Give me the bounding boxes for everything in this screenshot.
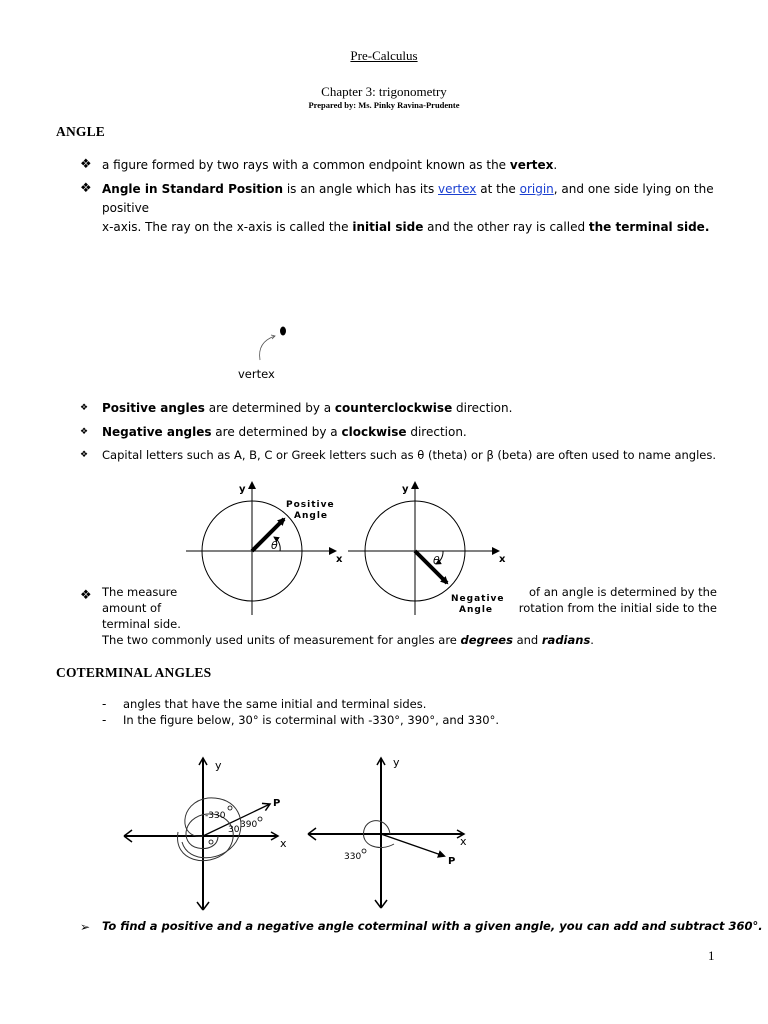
- measure-left-2: amount of: [102, 601, 162, 615]
- naming-angles-text: Capital letters such as A, B, C or Greek letters such as θ (theta) or β (beta) are often used to name angles.: [102, 448, 716, 462]
- angle-def-text: a figure formed by two rays with a common endpoint known as the: [102, 158, 510, 172]
- y-label: y: [239, 484, 246, 495]
- course-title: Pre-Calculus: [350, 48, 418, 63]
- counterclockwise-bold: counterclockwise: [334, 401, 453, 415]
- sp-text-2: at the: [476, 182, 520, 196]
- sp-line2-a: x-axis. The ray on the x-axis is called the: [102, 220, 353, 234]
- measure-right-2: rotation from the initial side to the: [518, 601, 717, 615]
- pa-text-2: direction.: [452, 401, 513, 415]
- na-text-2: direction.: [406, 425, 467, 439]
- units-text: The two commonly used units of measurement for angles are: [102, 633, 461, 647]
- diamond-bullet-icon: ❖: [80, 181, 92, 196]
- and-text: and: [512, 633, 542, 647]
- positive-angles-bold: Positive angles: [102, 401, 205, 415]
- radians-term: radians: [541, 633, 591, 647]
- theta-label: θ: [433, 554, 440, 567]
- x-label: x: [460, 835, 467, 848]
- minus-330-label: -330: [205, 811, 226, 821]
- negative-angles-bold: Negative angles: [102, 425, 212, 439]
- diamond-bullet-icon: ❖: [80, 427, 89, 437]
- pa-text-1: are determined by a: [204, 401, 335, 415]
- negative-angle-diagram: [348, 483, 506, 615]
- vertex-pointer-arrow: [260, 336, 275, 360]
- sp-line2-b: and the other ray is called: [423, 220, 589, 234]
- x-label: x: [499, 554, 506, 565]
- coterminal-diagram-2: [308, 756, 467, 908]
- page-number: 1: [708, 948, 715, 963]
- positive-label: Positive: [286, 500, 335, 510]
- x-label: x: [280, 837, 287, 850]
- measure-line-3: terminal side.: [102, 617, 181, 631]
- degree-mark: [209, 840, 213, 844]
- angle-label: Angle: [459, 605, 494, 615]
- x-label: x: [336, 554, 343, 565]
- sp-text-1: is an angle which has its: [283, 182, 439, 196]
- measure-right-1: of an angle is determined by the: [529, 585, 717, 599]
- period-text: .: [590, 633, 594, 647]
- terminal-side-bold: the terminal side.: [588, 220, 710, 234]
- negative-angles-text: [102, 423, 467, 442]
- p-label: P: [448, 856, 456, 867]
- y-label: y: [215, 759, 222, 772]
- vertex-bold: vertex: [509, 158, 554, 172]
- measure-units-line: [102, 632, 594, 648]
- chapter-title: Chapter 3: trigonometry: [321, 84, 447, 99]
- clockwise-bold: clockwise: [341, 425, 407, 439]
- vertex-dot: [280, 327, 286, 336]
- dash-bullet: -: [102, 697, 107, 711]
- coterminal-figure: [118, 752, 478, 914]
- coterminal-tip: To find a positive and a negative angle coterminal with a given angle, you can add and subtract 360°.: [102, 919, 763, 933]
- coterminal-example: In the figure below, 30° is coterminal with -330°, 390°, and 330°.: [123, 713, 500, 727]
- angle-definition: [102, 156, 557, 175]
- angle-label: Angle: [294, 511, 329, 521]
- terminal-ray-p: [381, 834, 444, 856]
- degrees-term: degrees: [460, 633, 513, 647]
- angle-heading: ANGLE: [56, 124, 106, 139]
- degree-mark: [258, 817, 262, 821]
- dash-bullet: -: [102, 713, 107, 727]
- diamond-bullet-icon: ❖: [80, 403, 89, 413]
- 390-label: 390: [240, 820, 258, 830]
- diamond-bullet-icon: ❖: [80, 450, 89, 460]
- origin-link[interactable]: origin: [519, 182, 554, 196]
- angle-def-end: .: [553, 158, 558, 172]
- positive-negative-angle-figure: [180, 475, 510, 620]
- vertex-link[interactable]: vertex: [438, 182, 477, 196]
- standard-position-definition: [102, 180, 722, 237]
- p-label: P: [273, 798, 281, 809]
- coterminal-definition: angles that have the same initial and terminal sides.: [123, 697, 427, 711]
- na-text-1: are determined by a: [211, 425, 342, 439]
- measure-left-1: The measure: [102, 585, 178, 599]
- y-label: y: [402, 484, 409, 495]
- sp-text-3: , and one side lying on the positive: [102, 182, 714, 215]
- degree-mark: [362, 849, 366, 853]
- theta-label: θ: [271, 539, 278, 552]
- diamond-bullet-icon: ❖: [80, 588, 92, 603]
- negative-label: Negative: [451, 594, 505, 604]
- coterminal-diagram-1: [124, 758, 287, 910]
- 30-label: 30: [228, 825, 240, 835]
- 330-label: 330: [344, 852, 362, 862]
- positive-angles-text: [102, 399, 512, 418]
- prepared-by: Prepared by: Ms. Pinky Ravina-Prudente: [308, 100, 460, 110]
- standard-position-bold: Angle in Standard Position: [102, 182, 284, 196]
- terminal-side-ray: [252, 519, 284, 551]
- coterminal-heading: COTERMINAL ANGLES: [56, 665, 212, 680]
- degree-mark: [228, 806, 232, 810]
- diamond-bullet-icon: ❖: [80, 157, 92, 172]
- y-label: y: [393, 756, 400, 769]
- arrowhead-bullet-icon: ➢: [80, 920, 91, 934]
- vertex-label: vertex: [238, 367, 275, 381]
- positive-angle-diagram: [186, 483, 343, 615]
- initial-side-bold: initial side: [352, 220, 424, 234]
